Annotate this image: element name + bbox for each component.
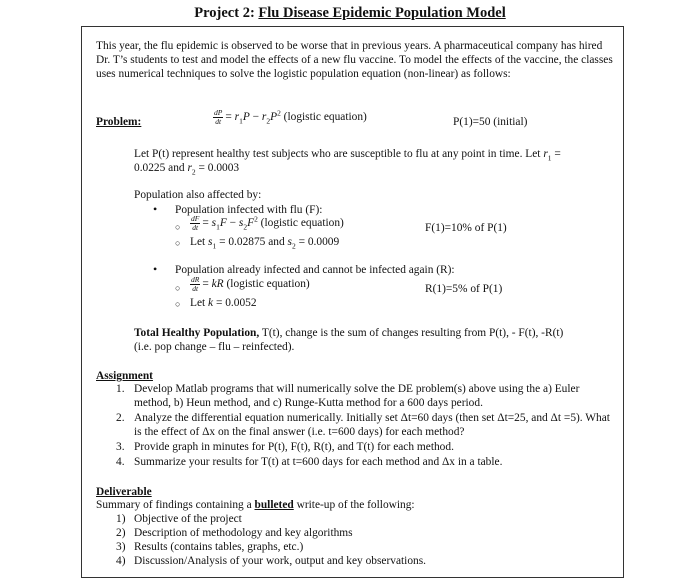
circle-bullet-icon: ○ xyxy=(175,238,181,248)
problem-equation: $\frac{dP}{dt}$ = $r_1P - r_2P^2$ (logistic equation) xyxy=(214,108,367,126)
problem-desc: Let P(t) represent healthy test subjects who are susceptible to flu at any point in time. Let $r_1$ = xyxy=(134,148,561,163)
deliverable-item: Results (contains tables, graphs, etc.) xyxy=(134,541,304,553)
recovered-initial: R(1)=5% of P(1) xyxy=(425,283,503,295)
df-dt-fraction: $\frac{dF}{dt}$ xyxy=(191,214,200,232)
bullet-icon: • xyxy=(153,262,158,276)
problem-label: Problem: xyxy=(96,116,142,128)
deliverable-summary: Summary of findings containing a bulleted write-up of the following: xyxy=(96,499,415,511)
assignment-item-number: 1. xyxy=(116,383,125,395)
assignment-heading: Assignment xyxy=(96,370,153,382)
deliverable-item-number: 1) xyxy=(116,513,126,525)
problem-initial: P(1)=50 (initial) xyxy=(453,116,528,128)
intro-paragraph: This year, the flu epidemic is observed to be worse that in previous years. A pharmaceutical company has hired Dr. T’s students to test and model the effects of a new flu vaccine. To model the effects of the vaccine, the classes uses numerical techniques to solve the logistic population equation (non-linear) as follows: xyxy=(96,40,613,80)
problem-params: 0.0225 and $r_2 = 0.0003$ xyxy=(134,162,240,177)
total-line: Total Healthy Population, T(t), change is the sum of changes resulting from P(t), - F(t), -R(t) xyxy=(134,327,564,339)
bullet-icon: • xyxy=(153,202,158,216)
affected-heading: Population also affected by: xyxy=(134,189,262,201)
flu-params: Let $s_1 = 0.02875$ and $s_2 = 0.0009$ xyxy=(190,236,340,251)
recovered-label: Population already infected and cannot be infected again (R): xyxy=(175,264,455,276)
assignment-item: Develop Matlab programs that will numerically solve the DE problem(s) above using the a) Euler method, b) Heun method, and c) Runge-Kutta method for a 600 days period. xyxy=(134,383,580,409)
title-label: Project 2: xyxy=(194,5,255,21)
assignment-item-number: 4. xyxy=(116,456,125,468)
deliverable-item-number: 2) xyxy=(116,527,126,539)
flu-equation: $\frac{dF}{dt}$ = $s_1F - s_2F^2$ (logistic equation) xyxy=(191,214,344,232)
page-title xyxy=(0,6,700,20)
deliverable-heading: Deliverable xyxy=(96,486,152,498)
deliverable-item: Description of methodology and key algorithms xyxy=(134,527,353,539)
flu-initial: F(1)=10% of P(1) xyxy=(425,222,507,234)
recovered-equation: $\frac{dR}{dt}$ = kR (logistic equation) xyxy=(191,275,310,293)
assignment-item: Analyze the differential equation numerically. Initially set Δt=60 days (then set Δt=25, and Δt =5). What is the effect of Δx on the final answer (i.e. t=600 days) for each method? xyxy=(134,412,610,438)
deliverable-item: Objective of the project xyxy=(134,513,242,525)
assignment-item-number: 3. xyxy=(116,441,125,453)
assignment-item: Summarize your results for T(t) at t=600 days for each method and Δx in a table. xyxy=(134,456,503,468)
circle-bullet-icon: ○ xyxy=(175,299,181,309)
circle-bullet-icon: ○ xyxy=(175,222,181,232)
deliverable-item-number: 4) xyxy=(116,555,126,567)
flu-label: Population infected with flu (F): xyxy=(175,204,323,216)
assignment-item-number: 2. xyxy=(116,412,125,424)
total-line-2: (i.e. pop change – flu – reinfected). xyxy=(134,341,295,353)
deliverable-item-number: 3) xyxy=(116,541,126,553)
title-main: Flu Disease Epidemic Population Model xyxy=(258,5,506,21)
circle-bullet-icon: ○ xyxy=(175,283,181,293)
assignment-item: Provide graph in minutes for P(t), F(t), R(t), and T(t) for each method. xyxy=(134,441,454,453)
dr-dt-fraction: $\frac{dR}{dt}$ xyxy=(191,275,200,293)
recovered-params: Let k = 0.0052 xyxy=(190,297,257,309)
dp-dt-fraction: $\frac{dP}{dt}$ xyxy=(214,108,223,126)
deliverable-item: Discussion/Analysis of your work, output and key observations. xyxy=(134,555,427,567)
